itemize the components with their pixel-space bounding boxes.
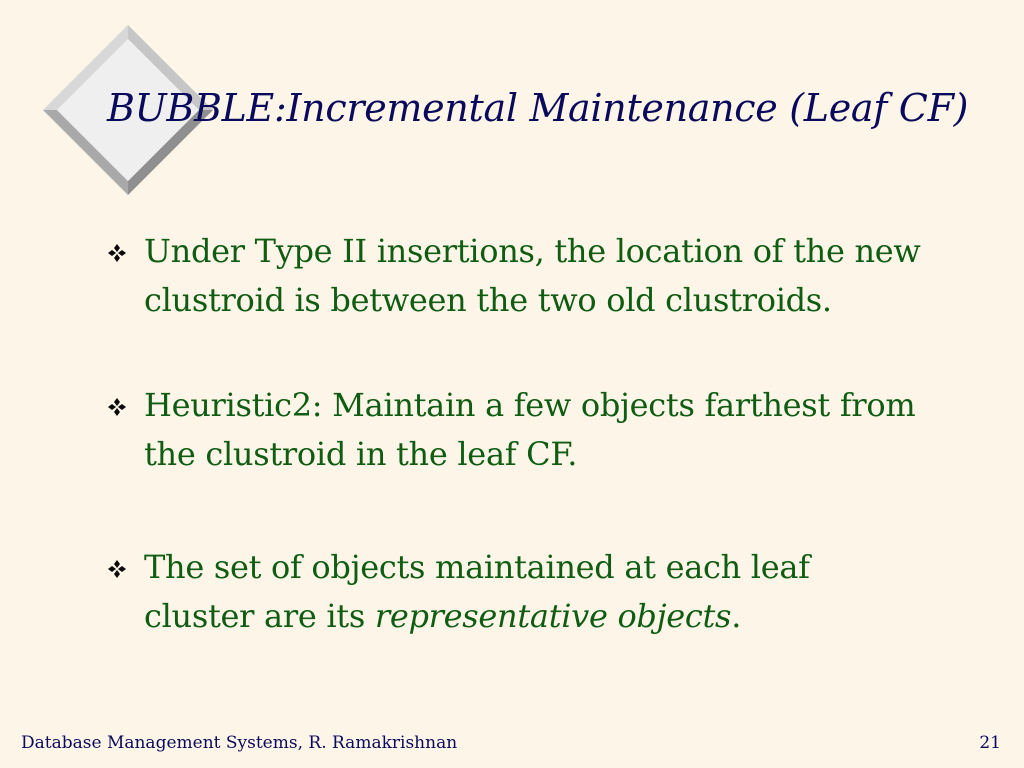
footer-source: Database Management Systems, R. Ramakrishnan bbox=[21, 733, 458, 753]
slide-title: BUBBLE:Incremental Maintenance (Leaf CF) bbox=[107, 86, 969, 130]
bullet-icon bbox=[107, 559, 127, 579]
bullet-item bbox=[107, 543, 927, 641]
bullet-text bbox=[144, 543, 927, 641]
bullet-icon bbox=[107, 243, 127, 263]
bullet-item bbox=[107, 381, 927, 479]
bullet-text: Heuristic2: Maintain a few objects farthest from the clustroid in the leaf CF. bbox=[144, 386, 916, 473]
bullet-text-before: The set of objects maintained at each leaf cluster are its bbox=[144, 548, 810, 635]
page-number: 21 bbox=[979, 733, 1001, 753]
bullet-icon bbox=[107, 397, 127, 417]
bullet-text-after: . bbox=[731, 597, 742, 635]
bullet-text: Under Type II insertions, the location of the new clustroid is between the two old clustroids. bbox=[144, 232, 921, 319]
bullet-text-emphasis: representative objects bbox=[374, 597, 732, 635]
bullet-item bbox=[107, 227, 927, 325]
